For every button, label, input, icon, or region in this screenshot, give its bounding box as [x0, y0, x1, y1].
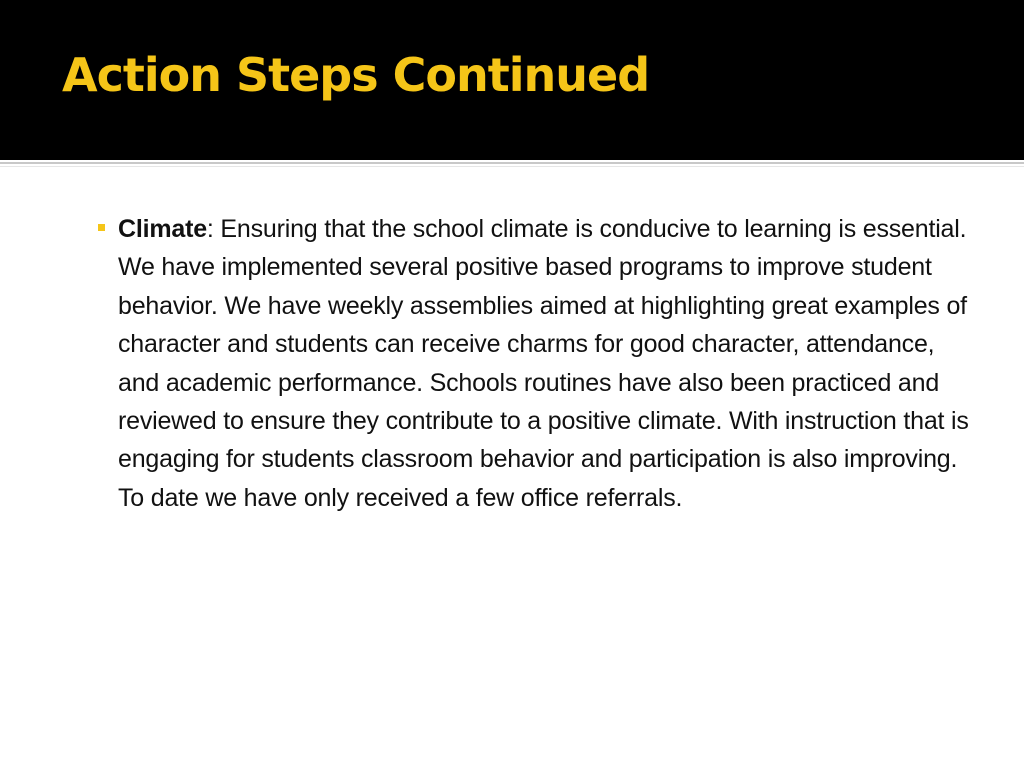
square-bullet-icon	[98, 224, 105, 231]
title-divider	[0, 162, 1024, 164]
bullet-body: Ensuring that the school climate is conducive to learning is essential. We have implemented several positive based programs to improve student behavior. We have weekly assemblies aimed at highlighting great examples of character and students can receive charms for good character, attendance, and academic performance. Schools routines have also been practiced and reviewed to ensure they contribute to a positive climate. With instruction that is engaging for students classroom behavior and participation is also improving. To date we have only received a few office referrals.	[118, 215, 969, 512]
bullet-item-climate	[98, 210, 978, 517]
bullet-term: Climate	[118, 215, 207, 243]
title-band	[0, 0, 1024, 160]
slide-content	[98, 210, 978, 517]
slide-title: Action Steps Continued	[62, 48, 650, 102]
title-divider-secondary	[0, 166, 1024, 167]
bullet-separator: :	[206, 215, 221, 243]
bullet-text	[118, 210, 978, 517]
